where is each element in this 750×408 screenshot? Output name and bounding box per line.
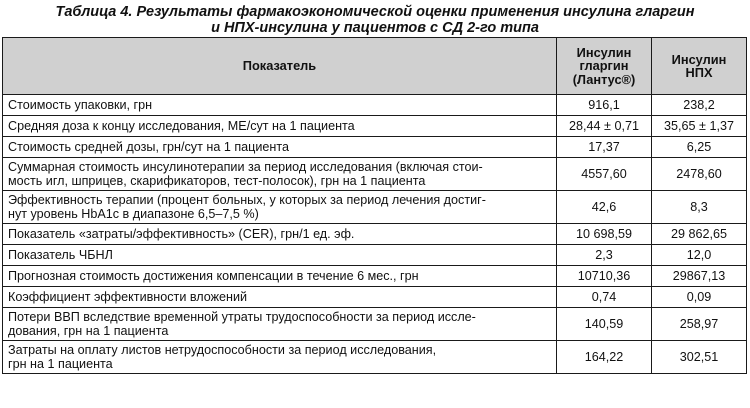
row-glargine-value: 2,3 xyxy=(557,245,652,266)
row-nph-value: 12,0 xyxy=(652,245,747,266)
table-row xyxy=(3,266,747,287)
table-row xyxy=(3,137,747,158)
row-label-line-2: грн на 1 пациента xyxy=(8,357,113,371)
row-label xyxy=(3,341,557,374)
row-label-line-2: дования, грн на 1 пациента xyxy=(8,324,169,338)
header-glargine-line-2: гларгин xyxy=(579,58,629,74)
table-caption xyxy=(0,0,750,34)
row-glargine-value: 4557,60 xyxy=(557,158,652,191)
row-label: Показатель ЧБНЛ xyxy=(3,245,557,266)
row-glargine-value: 0,74 xyxy=(557,287,652,308)
row-label-line-1: Потери ВВП вследствие временной утраты трудоспособности за период иссле- xyxy=(8,310,476,324)
row-glargine-value: 28,44 ± 0,71 xyxy=(557,116,652,137)
row-label-line-2: мость игл, шприцев, скарификаторов, тест-полосок), грн на 1 пациента xyxy=(8,174,426,188)
row-nph-value: 2478,60 xyxy=(652,158,747,191)
table-header-row xyxy=(3,38,747,95)
header-indicator: Показатель xyxy=(3,38,557,95)
header-nph-line-1: Инсулин xyxy=(671,51,727,67)
row-label-line-2: нут уровень HbA1c в диапазоне 6,5–7,5 %) xyxy=(8,207,259,221)
row-label xyxy=(3,308,557,341)
row-nph-value: 258,97 xyxy=(652,308,747,341)
header-glargine-line-3: (Лантус®) xyxy=(572,71,636,87)
table-row xyxy=(3,308,747,341)
table-row xyxy=(3,224,747,245)
row-label-line-1: Затраты на оплату листов нетрудоспособности за период исследования, xyxy=(8,343,437,357)
table-row xyxy=(3,95,747,116)
caption-line-1: Таблица 4. Результаты фармакоэкономической оценки применения инсулина гларгин xyxy=(55,4,695,20)
table-row xyxy=(3,341,747,374)
pharmacoeconomic-table xyxy=(2,37,747,374)
row-label: Стоимость упаковки, грн xyxy=(3,95,557,116)
row-nph-value: 238,2 xyxy=(652,95,747,116)
row-nph-value: 0,09 xyxy=(652,287,747,308)
row-label: Стоимость средней дозы, грн/сут на 1 пациента xyxy=(3,137,557,158)
row-label-line-1: Суммарная стоимость инсулинотерапии за период исследования (включая стои- xyxy=(8,160,483,174)
row-label: Средняя доза к концу исследования, МЕ/сут на 1 пациента xyxy=(3,116,557,137)
row-glargine-value: 164,22 xyxy=(557,341,652,374)
header-nph-line-2: НПХ xyxy=(685,65,713,80)
caption-line-2: и НПХ-инсулина у пациентов с СД 2-го типа xyxy=(211,20,539,36)
row-label: Коэффициент эффективности вложений xyxy=(3,287,557,308)
row-label xyxy=(3,158,557,191)
table-row xyxy=(3,191,747,224)
row-nph-value: 35,65 ± 1,37 xyxy=(652,116,747,137)
row-label: Прогнозная стоимость достижения компенсации в течение 6 мес., грн xyxy=(3,266,557,287)
row-label-line-1: Эффективность терапии (процент больных, у которых за период лечения достиг- xyxy=(8,193,486,207)
row-glargine-value: 10710,36 xyxy=(557,266,652,287)
table-row xyxy=(3,158,747,191)
row-glargine-value: 42,6 xyxy=(557,191,652,224)
row-glargine-value: 10 698,59 xyxy=(557,224,652,245)
row-glargine-value: 17,37 xyxy=(557,137,652,158)
row-nph-value: 29867,13 xyxy=(652,266,747,287)
row-nph-value: 8,3 xyxy=(652,191,747,224)
row-glargine-value: 916,1 xyxy=(557,95,652,116)
row-nph-value: 29 862,65 xyxy=(652,224,747,245)
row-glargine-value: 140,59 xyxy=(557,308,652,341)
header-glargine xyxy=(557,38,652,95)
table-row xyxy=(3,245,747,266)
row-label xyxy=(3,191,557,224)
table-row xyxy=(3,116,747,137)
row-nph-value: 6,25 xyxy=(652,137,747,158)
header-glargine-line-1: Инсулин xyxy=(576,44,632,60)
row-nph-value: 302,51 xyxy=(652,341,747,374)
row-label: Показатель «затраты/эффективность» (CER), грн/1 ед. эф. xyxy=(3,224,557,245)
header-nph xyxy=(652,38,747,95)
table-row xyxy=(3,287,747,308)
